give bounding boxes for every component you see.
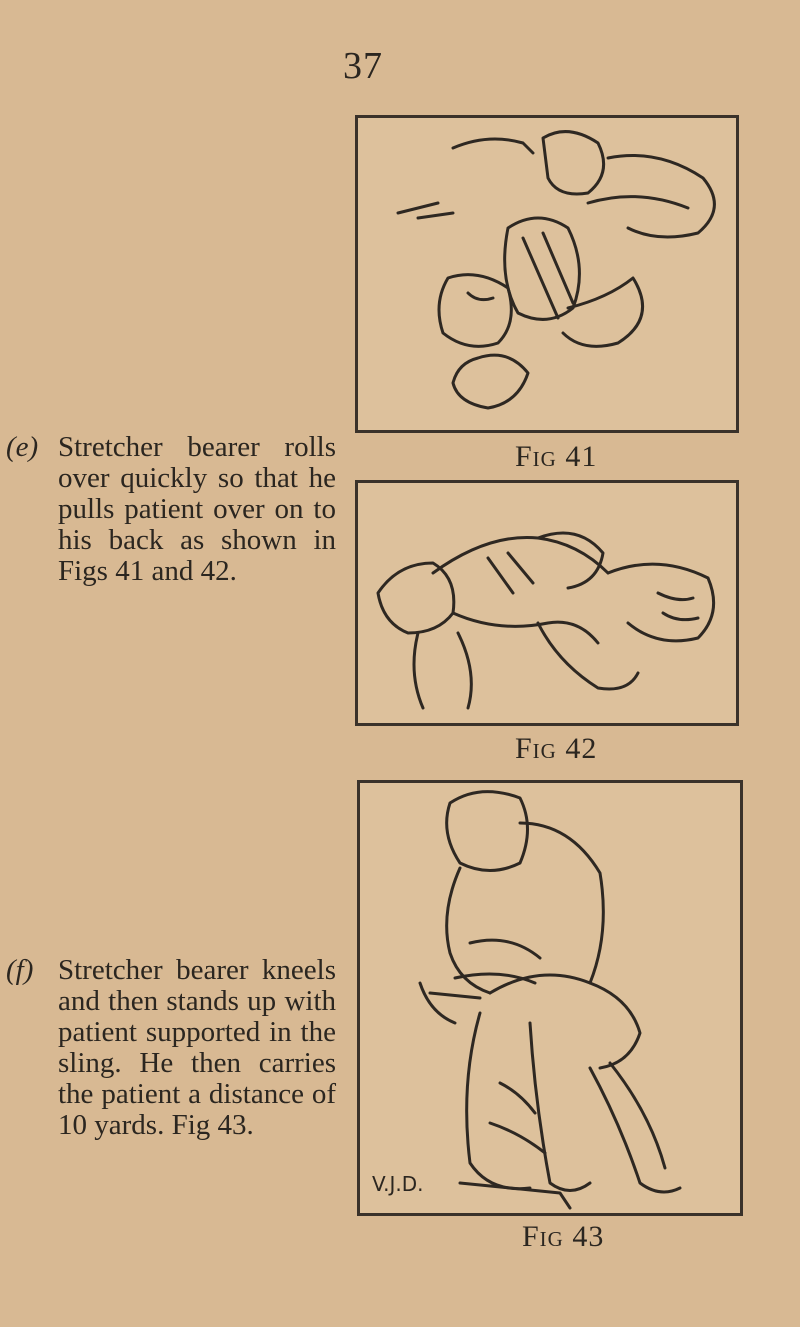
figure-41-caption: Fig 41 [515, 440, 598, 473]
figure-42-drawing [358, 483, 736, 723]
figure-43-caption: Fig 43 [522, 1220, 605, 1253]
illustrator-initials: V.J.D. [372, 1172, 424, 1196]
instruction-paragraph-f [6, 955, 336, 1141]
figure-43-drawing [360, 783, 740, 1213]
paragraph-text: Stretcher bearer kneels and then stands up with patient supported in the sling. He then carries the patient a distance of 10 yards. Fig 43. [58, 954, 336, 1141]
figure-42-illustration [355, 480, 739, 726]
figure-42-caption: Fig 42 [515, 732, 598, 765]
instruction-paragraph-e [6, 432, 336, 587]
paragraph-marker: (e) [6, 431, 39, 463]
paragraph-text: Stretcher bearer rolls over quickly so that he pulls patient over on to his back as shown in Figs 41 and 42. [58, 431, 336, 587]
paragraph-marker: (f) [6, 954, 34, 986]
page-number: 37 [343, 45, 383, 87]
figure-43-illustration [357, 780, 743, 1216]
figure-41-illustration [355, 115, 739, 433]
figure-41-drawing [358, 118, 736, 430]
